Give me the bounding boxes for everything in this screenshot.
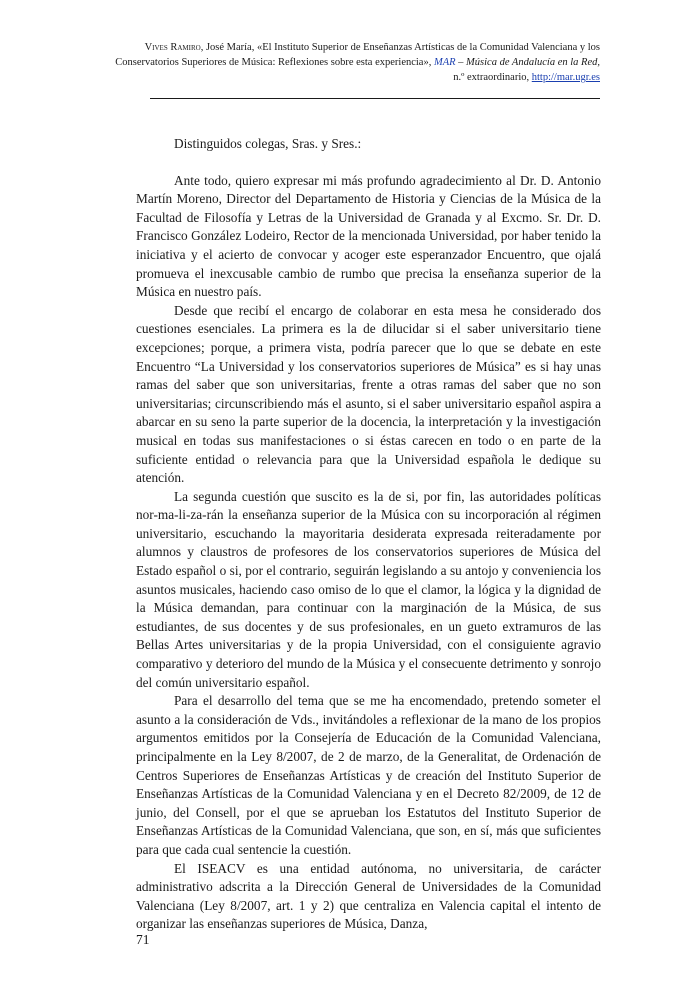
header-citation: , José María, «El Instituto Superior de Enseñanzas Artísticas de la Comunidad Valenciana y los Conservatorios Superiores de Música: Reflexiones sobre esta experiencia»,: [115, 42, 600, 68]
article-body: [136, 135, 601, 934]
paragraph: Para el desarrollo del tema que se me ha encomendado, pretendo someter el asunto a la consideración de Vds., invitándoles a reflexionar de la mano de los propios argumentos emitidos por la Consejería de Educación de la Comunidad Valenciana, principalmente en la Ley 8/2007, de 2 de marzo, de la Generalitat, de Ordenación de Centros Superiores de Enseñanzas Artísticas y de creación del Instituto Superior de Enseñanzas Artísticas de la Comunidad Valenciana y en el Decreto 82/2009, de 12 de junio, del Consell, por el que se aprueban los Estatutos del Instituto Superior de Enseñanzas Artísticas de la Comunidad Valenciana, que son, en sí, más que suficientes para que cada cual sentencie la cuestión.: [136, 693, 601, 857]
header-journal-abbr: MAR: [433, 57, 456, 68]
page-number: 71: [136, 932, 150, 947]
header-journal-name: – Música de Andalucía en la Red,: [455, 57, 600, 68]
paragraph: El ISEACV es una entidad autónoma, no universitaria, de carácter administrativo adscrita a la Dirección General de Universidades de la Comunidad Valenciana (Ley 8/2007, art. 1 y 2) que centraliza en Valencia capital el intento de organizar las enseñanzas superiores de Música, Danza,: [136, 860, 601, 932]
paragraph: La segunda cuestión que suscito es la de si, por fin, las autoridades políticas nor-ma-li-za-rán la enseñanza superior de la Música con su incorporación al régimen universitario, escuchando la mayoritaria desiderata expresada reiteradamente por alumnos y claustros de profesores de los conservatorios superiores de Música del Estado español o si, por el contrario, seguirán legislando a su antojo y conveniencia los asuntos musicales, haciendo caso omiso de lo que el clamor, la lógica y la dignidad de la Música demandan, para continuar con la marginación de la Música, de sus estudiantes, de sus docentes y de sus profesionales, en un gueto extramuros de las Bellas Artes universitarias y de la propia Universidad, con el consiguiente agravio comparativo y deterioro del mundo de la Música y el consecuente detrimento y sonrojo del común universitario español.: [136, 488, 601, 690]
paragraph: Ante todo, quiero expresar mi más profundo agradecimiento al Dr. D. Antonio Martín Moreno, Director del Departamento de Historia y Ciencias de la Música de la Facultad de Filosofía y Letras de la Universidad de Granada y al Excmo. Sr. Dr. D. Francisco González Lodeiro, Rector de la mencionada Universidad, por haber tenido la iniciativa y el acierto de convocar y acoger este esperanzador Encuentro, que ojalá promueva el inexcusable cambio de rumbo que precisa la enseñanza superior de la Música en nuestro país.: [136, 172, 601, 300]
running-header: [110, 40, 600, 85]
header-divider: [150, 98, 600, 99]
paragraph: Desde que recibí el encargo de colaborar en esta mesa he considerado dos cuestiones esenciales. La primera es la de dilucidar si el saber universitario tiene excepciones; porque, a primera vista, podría parecer que lo que se debate en este Encuentro “La Universidad y los conservatorios superiores de Música” es si hay unas ramas del saber que son universitarias, frente a otras ramas del saber que no son universitarias; circunscribiendo más el asunto, si el saber universitario español aspira a abarcar en su seno la parte superior de la docencia, la interpretación y la investigación musical en todas sus manifestaciones o si éstas carecen en todo o en parte de la suficiente entidad o relevancia para que la Universidad española le dedique su atención.: [136, 302, 601, 486]
salutation: Distinguidos colegas, Sras. y Sres.:: [174, 136, 362, 151]
header-issue: n.º extraordinario,: [453, 72, 532, 83]
header-journal-link[interactable]: http://mar.ugr.es: [531, 72, 600, 83]
header-author-surname: Vives Ramiro: [144, 42, 201, 53]
